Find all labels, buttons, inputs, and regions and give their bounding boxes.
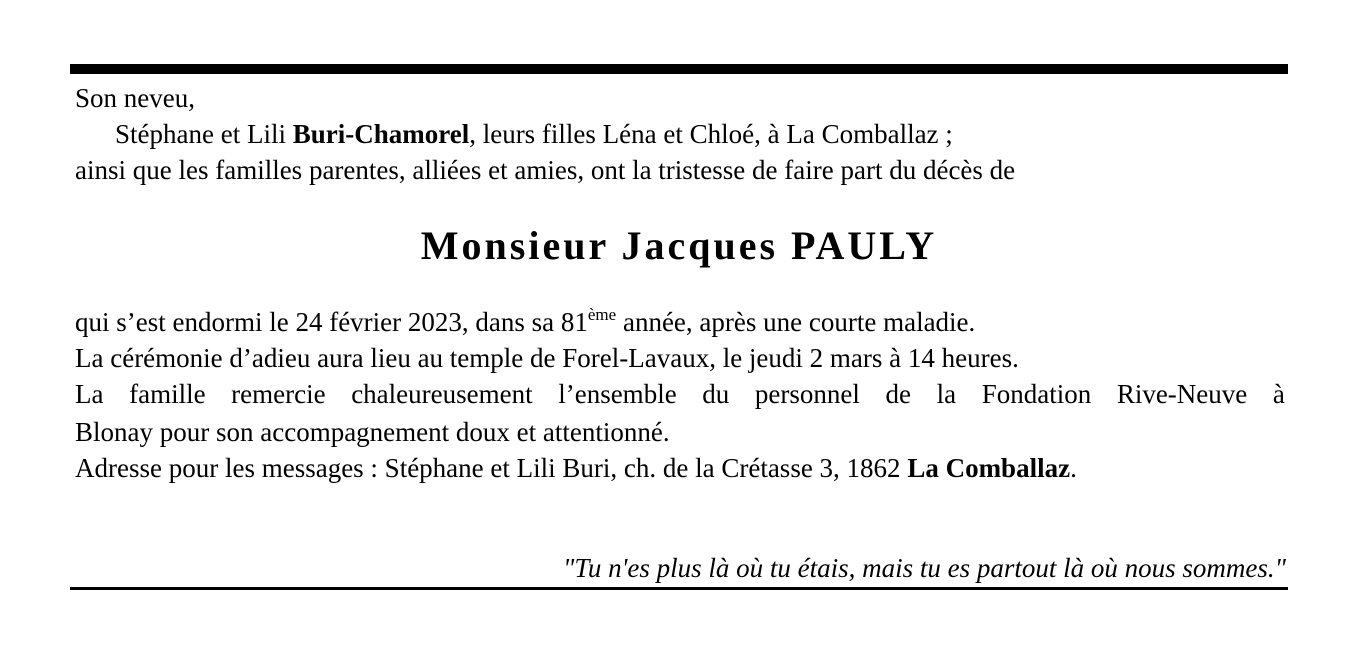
top-border-rule	[70, 64, 1288, 74]
thanks-word: Fondation	[981, 379, 1092, 409]
thanks-word: l’ensemble	[558, 379, 677, 409]
intro-line-2-suffix: , leurs filles Léna et Chloé, à La Comballaz ;	[469, 119, 953, 149]
ceremony-line: La cérémonie d’adieu aura lieu au temple de Forel-Lavaux, le jeudi 2 mars à 14 heures.	[75, 343, 1019, 373]
intro-line-2-prefix: Stéphane et Lili	[115, 119, 293, 149]
thanks-word: Rive-Neuve	[1116, 379, 1248, 409]
thanks-word: du	[702, 379, 730, 409]
thanks-word: personnel	[754, 379, 860, 409]
thanks-word: à	[1272, 379, 1285, 409]
thanks-word: remercie	[231, 379, 326, 409]
intro-line-2	[115, 118, 953, 150]
body-line-1-prefix: qui s’est endormi le 24 février 2023, dans sa 81	[75, 307, 588, 337]
intro-line-1: Son neveu,	[75, 83, 195, 113]
thanks-word: la	[936, 379, 957, 409]
body-line-1	[75, 306, 975, 338]
ordinal-superscript: ème	[587, 305, 617, 324]
body-line-1-suffix: année, après une courte maladie.	[616, 307, 976, 337]
closing-quote: "Tu n'es plus là où tu étais, mais tu es partout là où nous sommes."	[563, 553, 1286, 583]
address-prefix: Adresse pour les messages : Stéphane et Lili Buri, ch. de la Crétasse 3, 1862	[75, 453, 908, 483]
family-surname: Buri-Chamorel	[292, 119, 470, 149]
intro-line-3: ainsi que les familles parentes, alliées et amies, ont la tristesse de faire part du décès de	[75, 155, 1016, 185]
bottom-border-rule	[70, 587, 1288, 590]
thanks-line-2: Blonay pour son accompagnement doux et attentionné.	[75, 417, 670, 447]
address-locality: La Comballaz	[907, 453, 1071, 483]
deceased-name: Monsieur Jacques PAULY	[420, 223, 938, 268]
address-line	[75, 452, 1077, 484]
thanks-word: La	[75, 379, 104, 409]
address-suffix: .	[1070, 453, 1077, 483]
thanks-line-1	[75, 378, 1285, 410]
thanks-word: famille	[129, 379, 206, 409]
thanks-word: de	[885, 379, 911, 409]
thanks-word: chaleureusement	[351, 379, 533, 409]
